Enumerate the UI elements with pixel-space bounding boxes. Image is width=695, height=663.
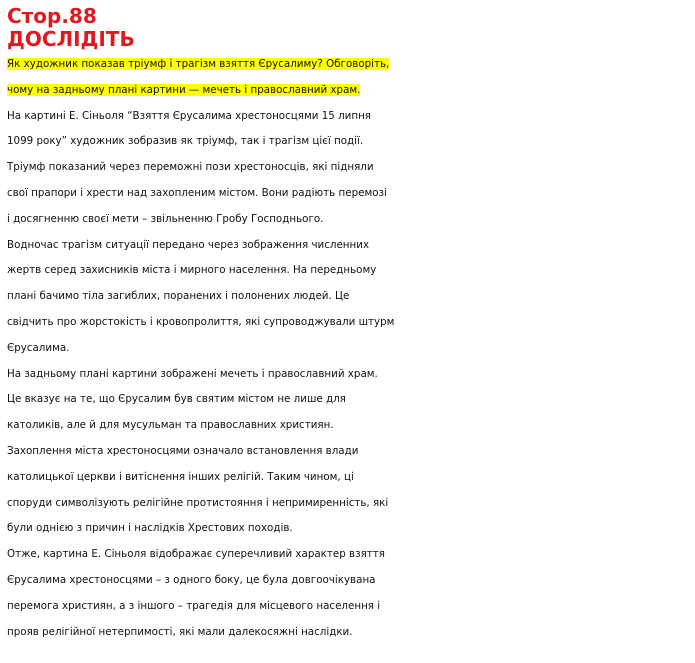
answer-line: Отже, картина Е. Сіньоля відображає суперечливий характер взяття bbox=[7, 548, 385, 561]
answer-line: і досягненню своєї мети – звільненню Гробу Господнього. bbox=[7, 212, 324, 225]
answer-line: 1099 року” художник зобразив як тріумф, так і трагізм цієї події. bbox=[7, 135, 364, 148]
answer-line: На задньому плані картини зображені мечеть і православний храм. bbox=[7, 367, 378, 380]
answer-line: свої прапори і хрести над захопленим містом. Вони радіють перемозі bbox=[7, 186, 387, 199]
answer-line: перемога християн, а з іншого – трагедія для місцевого населення і bbox=[7, 599, 381, 612]
answer-line: споруди символізують релігійне протистояння і непримиренність, які bbox=[7, 496, 389, 509]
answer-line: були однією з причин і наслідків Хрестових походів. bbox=[7, 522, 293, 535]
answer-line: плані бачимо тіла загиблих, поранених і полонених людей. Це bbox=[7, 290, 350, 303]
answer-line: прояв релігійної нетерпимості, які мали далекосяжні наслідки. bbox=[7, 625, 353, 638]
question-line: Як художник показав тріумф і трагізм взяття Єрусалиму? Обговоріть, bbox=[7, 58, 390, 70]
answer-line: Водночас трагізм ситуації передано через зображення численних bbox=[7, 238, 370, 251]
answer-line: Тріумф показаний через переможні пози хрестоносців, які підняли bbox=[7, 161, 374, 174]
answer-line: Це вказує на те, що Єрусалим був святим містом не лише для bbox=[7, 393, 346, 406]
section-heading: ДОСЛІДІТЬ bbox=[7, 27, 135, 51]
answer-line: Захоплення міста хрестоносцями означало встановлення влади bbox=[7, 444, 359, 457]
answer-line: католицької церкви і витіснення інших релігій. Таким чином, ці bbox=[7, 470, 354, 483]
answer-line: католиків, але й для мусульман та православних християн. bbox=[7, 419, 334, 432]
answer-text bbox=[7, 104, 691, 646]
page-number-label: Стор.88 bbox=[7, 4, 97, 28]
question-block bbox=[7, 52, 691, 104]
document-page bbox=[7, 5, 691, 645]
question-line: чому на задньому плані картини — мечеть і православний храм. bbox=[7, 83, 361, 96]
answer-line: жертв серед захисників міста і мирного населення. На передньому bbox=[7, 264, 377, 277]
answer-line: Єрусалима. bbox=[7, 341, 70, 354]
answer-line: На картині Е. Сіньоля “Взяття Єрусалима хрестоносцями 15 липня bbox=[7, 109, 372, 122]
answer-line: свідчить про жорстокість і кровопролиття, які супроводжували штурм bbox=[7, 315, 395, 328]
answer-line: Єрусалима хрестоносцями – з одного боку, це була довгоочікувана bbox=[7, 573, 376, 586]
